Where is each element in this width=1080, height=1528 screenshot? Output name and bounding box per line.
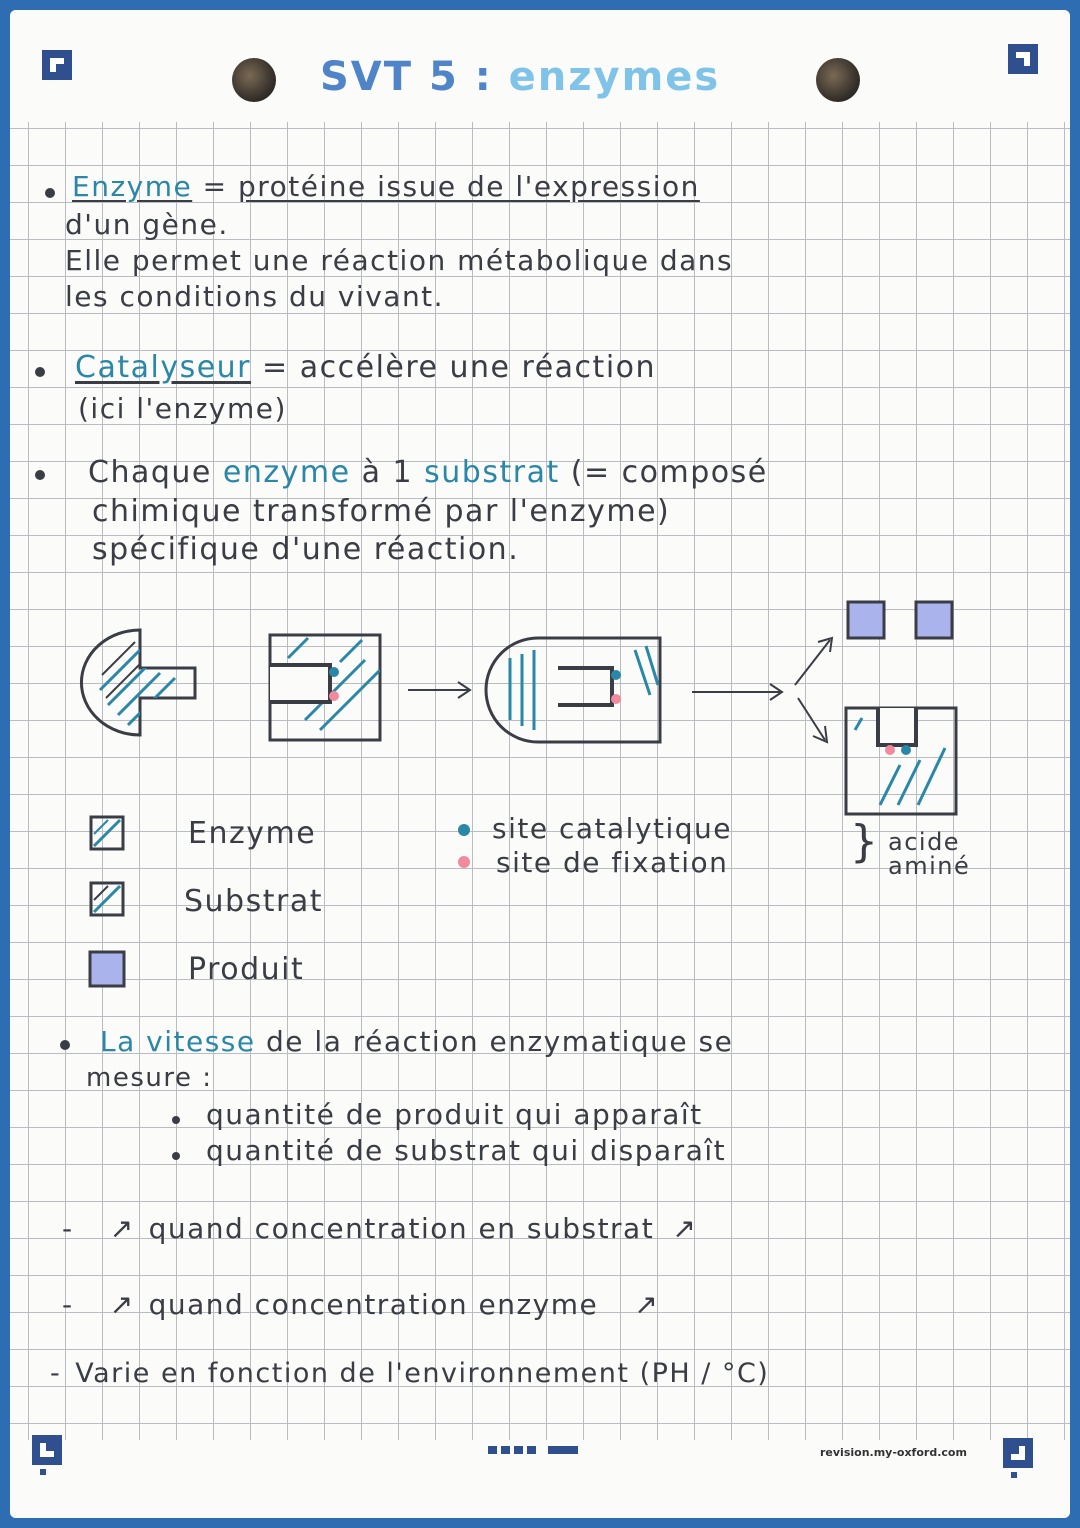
dash-2-text: quand concentration enzyme [148,1288,599,1321]
bullet [172,1116,180,1124]
amino-acid-note-1: acide [888,828,961,856]
title-word: enzymes [508,54,721,100]
footer-site: revision.my-oxford.com [820,1446,967,1459]
specificity-text-b: à 1 [350,455,425,490]
enzyme-reaction-diagram [10,580,1070,830]
term-catalyseur: Catalyseur [75,350,252,385]
bullet [45,188,55,198]
up-arrow-icon: ↗ [634,1288,660,1321]
enzyme-definition-line2: d'un gène. [65,208,229,241]
specificity-substrat: substrat [424,455,560,490]
corner-bottom-right-icon [1003,1438,1033,1478]
brace-icon: } [850,816,878,867]
binding-site-label: site de fixation [496,846,729,879]
legend-produit-label: Produit [188,952,305,987]
enzyme-shape [270,635,380,740]
title-prefix: SVT 5 : [320,54,509,100]
substrate-shape [81,630,195,735]
bullet [60,1040,70,1050]
dash-3: - Varie en fonction de l'environnement (PH / °C) [50,1358,770,1389]
bullet [35,470,45,480]
enzyme-definition-line3: Elle permet une réaction métabolique dans [65,244,734,277]
dash-1: - ↗ quand concentration en substrat ↗ [62,1212,698,1245]
dash-1-text: quand concentration en substrat [148,1212,655,1245]
enzyme-definition-line1: protéine issue de l'expression [237,170,700,203]
product-square [916,602,952,638]
binder-hole-right [816,58,860,102]
product-swatch-icon [86,948,128,990]
term-enzyme: Enzyme [72,170,193,203]
specificity-enzyme: enzyme [222,455,351,490]
bullet [172,1152,180,1160]
dash-2: - ↗ quand concentration enzyme ↗ [62,1288,660,1321]
speed-item-product: quantité de produit qui apparaît [206,1098,703,1131]
notes-page [10,10,1070,1518]
up-arrow-icon: ↗ [672,1212,698,1245]
enzyme-swatch-icon [88,814,126,852]
specificity-line3: spécifique d'une réaction. [92,532,520,567]
up-arrow-icon: ↗ [109,1212,135,1245]
speed-item-substrate: quantité de substrat qui disparaît [206,1134,727,1167]
dash-3-text: Varie en fonction de l'environnement (PH / °C) [75,1358,770,1389]
enzyme-substrate-complex [486,638,660,742]
speed-line2: mesure : [86,1063,213,1093]
specificity-text-c: (= composé [559,455,768,490]
page-title [320,54,720,100]
speed-text: de la réaction enzymatique se [255,1025,734,1058]
equals-sign: = [251,350,300,385]
legend-enzyme-label: Enzyme [188,816,317,851]
catalytic-site-dot [458,824,470,836]
amino-acid-note-2: aminé [888,852,971,880]
page-indicator-icon [488,1444,584,1456]
catalytic-site-label: site catalytique [492,812,733,845]
specificity-text-a: Chaque [88,455,223,490]
substrate-swatch-icon [88,880,126,918]
equals-sign: = [192,170,238,203]
binder-hole-left [232,58,276,102]
product-square [848,602,884,638]
catalyseur-note: (ici l'enzyme) [78,392,287,425]
speed-term: La vitesse [100,1025,256,1058]
bullet [35,367,45,377]
released-enzyme-shape [846,708,956,814]
corner-top-left-icon [42,50,72,80]
enzyme-definition-line4: les conditions du vivant. [65,280,445,313]
catalyseur-definition: accélère une réaction [299,350,657,385]
binding-site-dot [458,856,470,868]
legend-substrat-label: Substrat [184,884,323,919]
specificity-line2: chimique transformé par l'enzyme) [92,494,671,529]
up-arrow-icon: ↗ [109,1288,135,1321]
corner-bottom-left-icon [32,1435,62,1475]
corner-top-right-icon [1008,44,1038,74]
